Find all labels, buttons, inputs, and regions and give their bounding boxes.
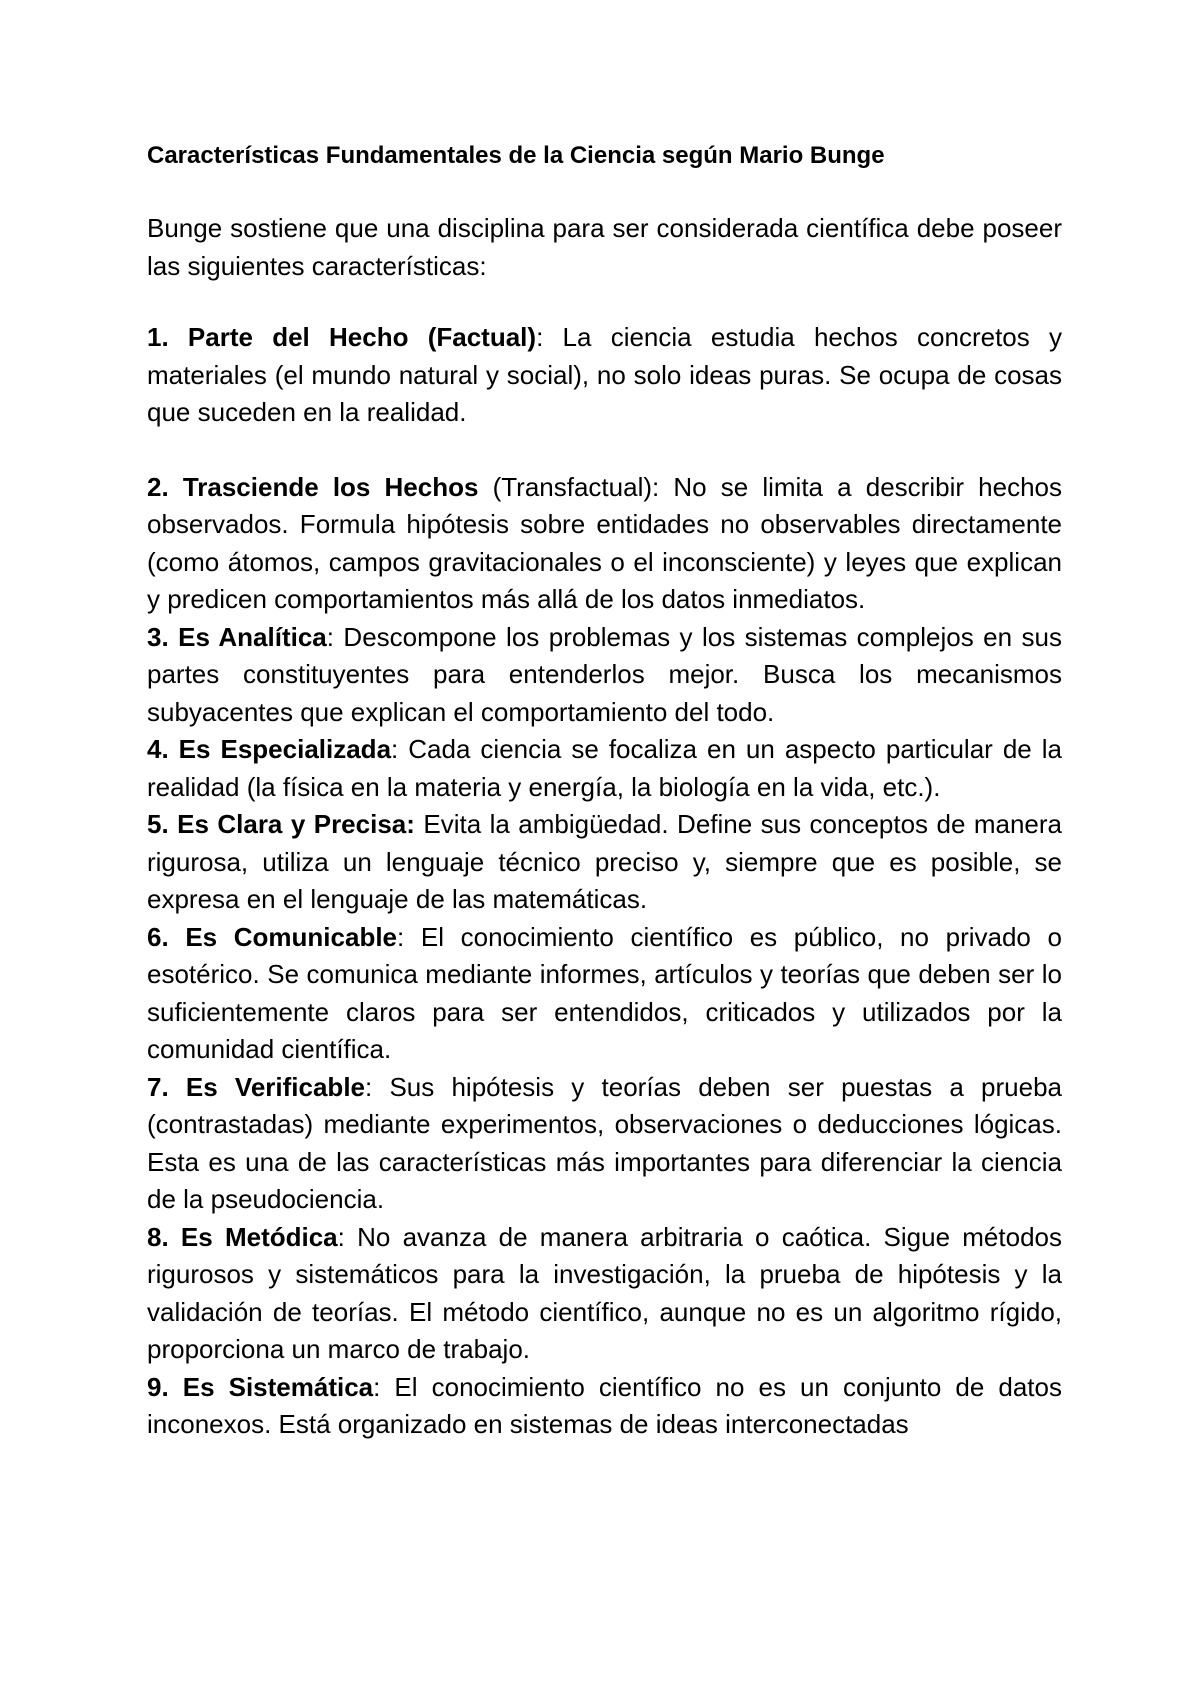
document-title: Características Fundamentales de la Ciencia según Mario Bunge	[147, 142, 885, 169]
item-label: 3. Es Analítica	[147, 621, 327, 652]
item-label: 2. Trasciende los Hechos	[147, 471, 479, 502]
list-item-comunicable	[147, 919, 1062, 1069]
item-text: : No avanza de manera arbitraria o caótica. Sigue métodos rigurosos y sistemáticos para la investigación, la prueba de hipótesis y la validación de teorías. El método científico, aunque no es un algoritmo rígido, proporciona un marco de trabajo.	[147, 1221, 1062, 1364]
list-item-metodica	[147, 1219, 1062, 1369]
item-text: Evita la ambigüedad. Define sus conceptos de manera rigurosa, utiliza un lenguaje técnico preciso y, siempre que es posible, se expresa en el lenguaje de las matemáticas.	[147, 809, 1063, 914]
item-text: : La ciencia estudia hechos concretos y materiales (el mundo natural y social), no solo ideas puras. Se ocupa de cosas que suceden en la realidad.	[147, 322, 1062, 427]
item-text: : Descompone los problemas y los sistemas complejos en sus partes constituyentes para entenderlos mejor. Busca los mecanismos subyacentes que explican el comportamiento del todo.	[147, 621, 1062, 727]
list-item-analitica	[147, 619, 1062, 732]
list-item-especializada	[147, 731, 1062, 806]
list-item-verificable	[147, 1069, 1062, 1219]
item-label: 1. Parte del Hecho (Factual)	[147, 322, 537, 352]
list-item-factual	[147, 319, 1062, 432]
item-text: : El conocimiento científico es público, no privado o esotérico. Se comunica mediante informes, artículos y teorías que deben ser lo suficientemente claros para ser entendidos, criticados y utilizados por la comunidad científica.	[147, 921, 1062, 1064]
item-label: 9. Es Sistemática	[147, 1371, 374, 1402]
item-label: 5. Es Clara y Precisa:	[147, 809, 415, 839]
intro-paragraph: Bunge sostiene que una disciplina para ser considerada científica debe poseer las siguientes características:	[147, 213, 1062, 281]
item-text: : Cada ciencia se focaliza en un aspecto particular de la realidad (la física en la materia y energía, la biología en la vida, etc.).	[147, 734, 1062, 802]
item-label: 8. Es Metódica	[147, 1221, 338, 1252]
item-label: 6. Es Comunicable	[147, 921, 398, 952]
item-label: 4. Es Especializada	[147, 734, 392, 764]
list-item-sistematica	[147, 1369, 1062, 1444]
item-text: : Sus hipótesis y teorías deben ser puestas a prueba (contrastadas) mediante experimentos, observaciones o deducciones lógicas. Esta es una de las características más importantes para diferenciar la ciencia de la pseudociencia.	[147, 1071, 1062, 1214]
item-text: : El conocimiento científico no es un conjunto de datos inconexos. Está organizado en sistemas de ideas interconectadas	[147, 1371, 1062, 1439]
document-page	[147, 140, 1062, 1444]
list-item-transfactual	[147, 469, 1062, 619]
list-item-clara-precisa	[147, 806, 1062, 919]
item-text: (Transfactual): No se limita a describir hechos observados. Formula hipótesis sobre entidades no observables directamente (como átomos, campos gravitacionales o el inconsciente) y leyes que explican y predicen comportamientos más allá de los datos inmediatos.	[147, 471, 1062, 614]
item-label: 7. Es Verificable	[147, 1071, 365, 1102]
